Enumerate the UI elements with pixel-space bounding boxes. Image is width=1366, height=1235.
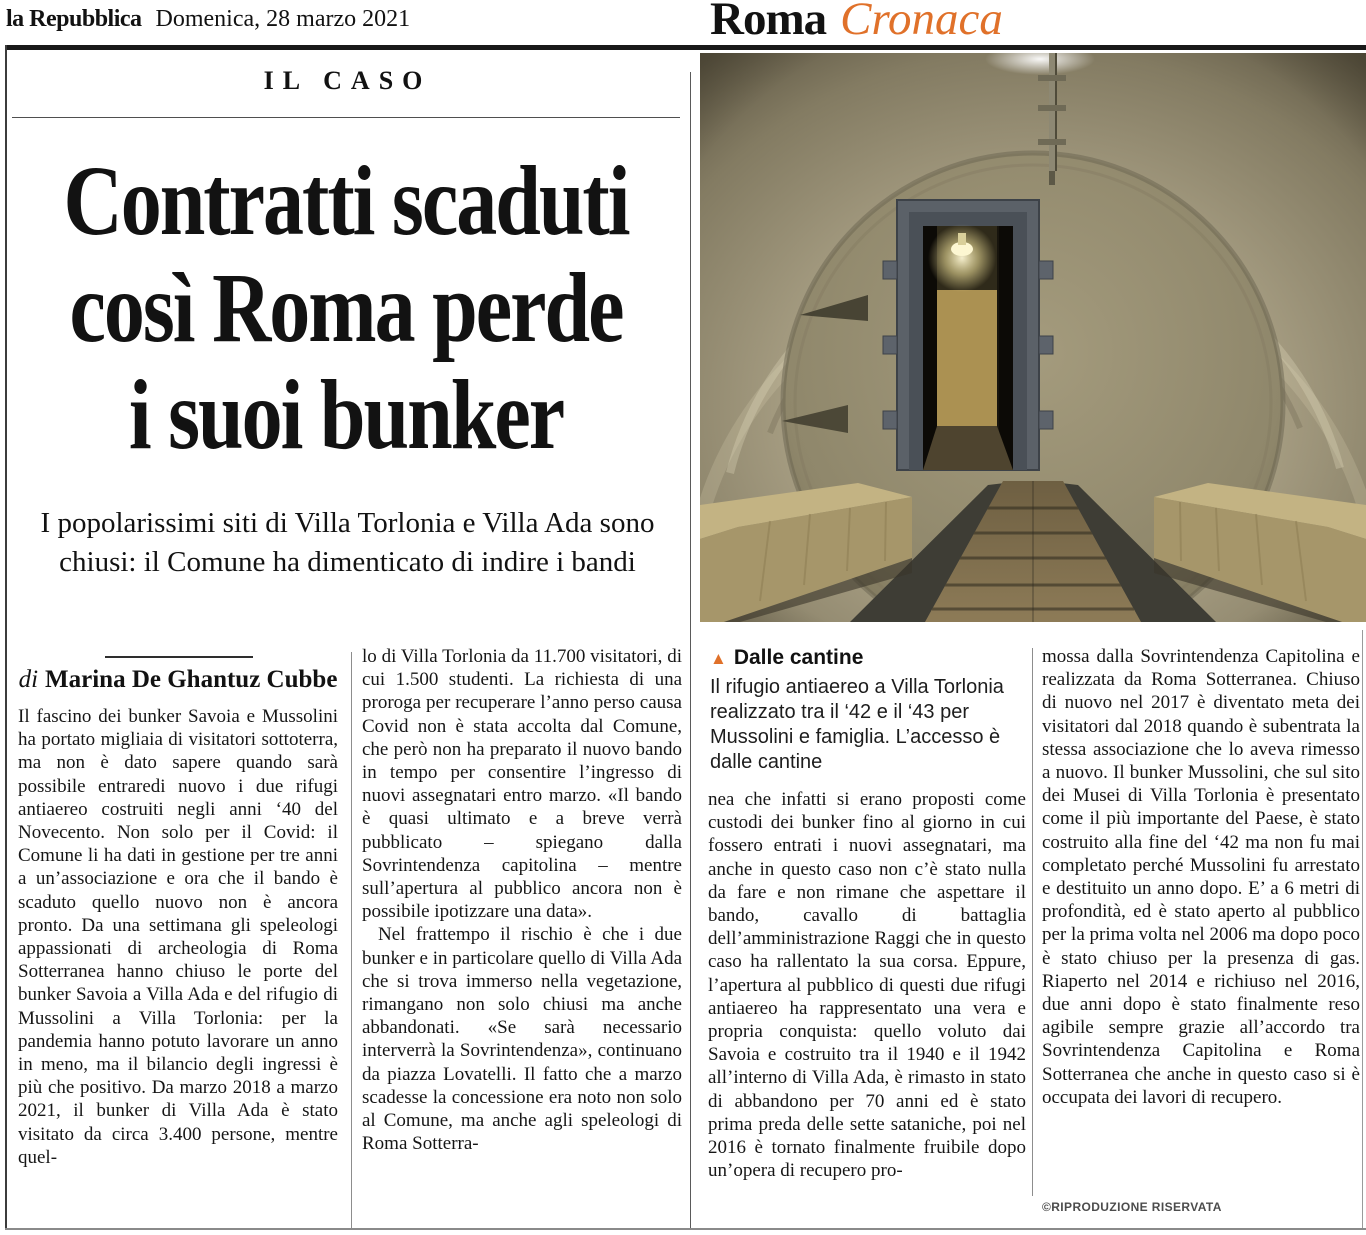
paragraph: nea che infatti si erano proposti come custodi dei bunker fino al giorno in cui fossero entrati i nuovi assegnatari, ma anche in questo caso non c’è stato nulla da fare e non rimane che aspettare il bando, cavallo di battaglia dell’amministrazione Raggi che in questo caso ha rallentato la sua corsa. Eppure, l’apertura al pubblico di questi due rifugi antiaereo ha rappresentato una vera e propria conquista: quello voluto dai Savoia e costruito tra il 1940 e il 1942 all’interno di Villa Ada, è rimasto in stato di abbandono per 70 anni ed è stato prima preda delle sette sataniche, poi nel 2016 è tornato finalmente fruibile dopo un’opera di recupero pro- bbox=[708, 789, 1026, 1182]
headline-line-2: così Roma perde bbox=[69, 251, 623, 363]
body-column-1 bbox=[18, 705, 338, 1169]
column-divider-2 bbox=[690, 72, 691, 1228]
paragraph: lo di Villa Torlonia da 11.700 visitatori, di cui 1.500 studenti. La richiesta di una proroga per recuperare l’anno perso causa Covid non è stata accolta dal Comune, che però non ha preparato il nuovo bando in tempo per consentire l’ingresso di nuovi assegnatari entro marzo. «Il bando è quasi ultimato e a breve verrà pubblicato – spiegano dalla Sovrintendenza capitolina – mentre sull’apertura al pubblico ancora non è possibile ipotizzare una data». bbox=[362, 646, 682, 923]
paragraph: Il fascino dei bunker Savoia e Mussolini ha portato migliaia di visitatori sottoterra, ma non è dato sapere quando sarà possibile entraredi nuovo i due rifugi antiaereo costruiti negli anni ‘40 del Novecento. Non solo per il Covid: il Comune li ha dati in gestione per tre anni a un’associazione e ora che il bando è scaduto quello nuovo non è ancora pronto. Da una settimana gli speleologi appassionati di archeologia di Roma Sotterranea hanno chiuso le porte del bunker Savoia a Villa Ada e del rifugio di Mussolini a Villa Torlonia: per la pandemia hanno potuto lavorare un anno in meno, ma il bilancio degli ingressi è più che positivo. Da marzo 2018 a marzo 2021, il bunker di Villa Ada è stato visitato da circa 3.400 persone, mentre quel- bbox=[18, 706, 338, 1168]
paragraph: Nel frattempo il rischio è che i due bunker e in particolare quello di Villa Ada che si trova immerso nella vegetazione, rimangano non solo chiusi ma anche abbandonati. «Se sarà necessario interverrà la Sovrintendenza», continuano da piazza Lovatelli. Il fatto che a marzo scadesse la concessione era noto non solo al Comune, ma anche agli speleologi di Roma Sotterra- bbox=[362, 924, 682, 1155]
standfirst: I popolarissimi siti di Villa Torlonia e Villa Ada sono chiusi: il Comune ha dimenticato di indire i bandi bbox=[40, 507, 655, 578]
bunker-tunnel-illustration bbox=[700, 53, 1366, 622]
body-column-4 bbox=[1042, 645, 1360, 1109]
photo-caption bbox=[710, 646, 1025, 775]
top-rule bbox=[5, 45, 1366, 50]
paper-name: la Repubblica bbox=[6, 6, 142, 32]
column-divider-1 bbox=[351, 652, 352, 1228]
bottom-rule bbox=[5, 1228, 1366, 1230]
section-title: Roma bbox=[710, 0, 827, 45]
bunker-photo bbox=[700, 53, 1366, 622]
byline-rule bbox=[105, 656, 253, 658]
masthead bbox=[6, 6, 410, 33]
paragraph: mossa dalla Sovrintendenza Capitolina e realizzata da Roma Sotterranea. Chiuso di nuovo nel 2017 è diventato meta dei visitatori dal 2018 quando è subentrata la stessa associazione che lo aveva rimesso a nuovo. Il bunker Mussolini, che sul sito dei Musei di Villa Torlonia è presentato come il più importante del Paese, è stato costruito alla fine del ‘42 ma non fu mai completato perché Mussolini fu arrestato e destituito un anno dopo. E’ a 6 metri di profondità, ed è stato aperto al pubblico per la prima volta nel 2006 ma dopo poco è stato chiuso per la presenza di gas. Riaperto nel 2014 e richiuso nel 2016, due anni dopo è stato finalmente reso agibile sempre grazie all’accordo tra Sovrintendenza Capitolina e Roma Sotterranea che anche in questo caso si è occupata dei lavori di recupero. bbox=[1042, 646, 1360, 1108]
section-subtitle: Cronaca bbox=[840, 0, 1003, 45]
headline-line-3: i suoi bunker bbox=[128, 358, 564, 470]
headline bbox=[15, 144, 677, 470]
headline-line-1: Contratti scaduti bbox=[63, 144, 629, 256]
kicker: IL CASO bbox=[263, 66, 432, 95]
caption-title: Dalle cantine bbox=[733, 646, 864, 669]
caption-heading bbox=[710, 646, 1025, 670]
column-divider-3 bbox=[1032, 648, 1033, 1196]
byline-prefix: di bbox=[18, 666, 39, 693]
body-column-2 bbox=[362, 645, 682, 1155]
section-header bbox=[710, 0, 1003, 46]
right-border bbox=[1362, 630, 1363, 1228]
edition-date: Domenica, 28 marzo 2021 bbox=[155, 6, 411, 32]
copyright-notice: ©RIPRODUZIONE RISERVATA bbox=[1042, 1200, 1222, 1214]
caption-marker-icon: ▲ bbox=[710, 649, 727, 668]
body-column-3 bbox=[708, 788, 1026, 1182]
byline-name: Marina De Ghantuz Cubbe bbox=[45, 666, 338, 693]
byline bbox=[10, 666, 346, 694]
kicker-rule bbox=[12, 117, 680, 118]
left-border bbox=[5, 45, 7, 1230]
caption-text: Il rifugio antiaereo a Villa Torlonia realizzato tra il ‘42 e il ‘43 per Mussolini e famiglia. L’accesso è dalle cantine bbox=[710, 676, 1004, 773]
